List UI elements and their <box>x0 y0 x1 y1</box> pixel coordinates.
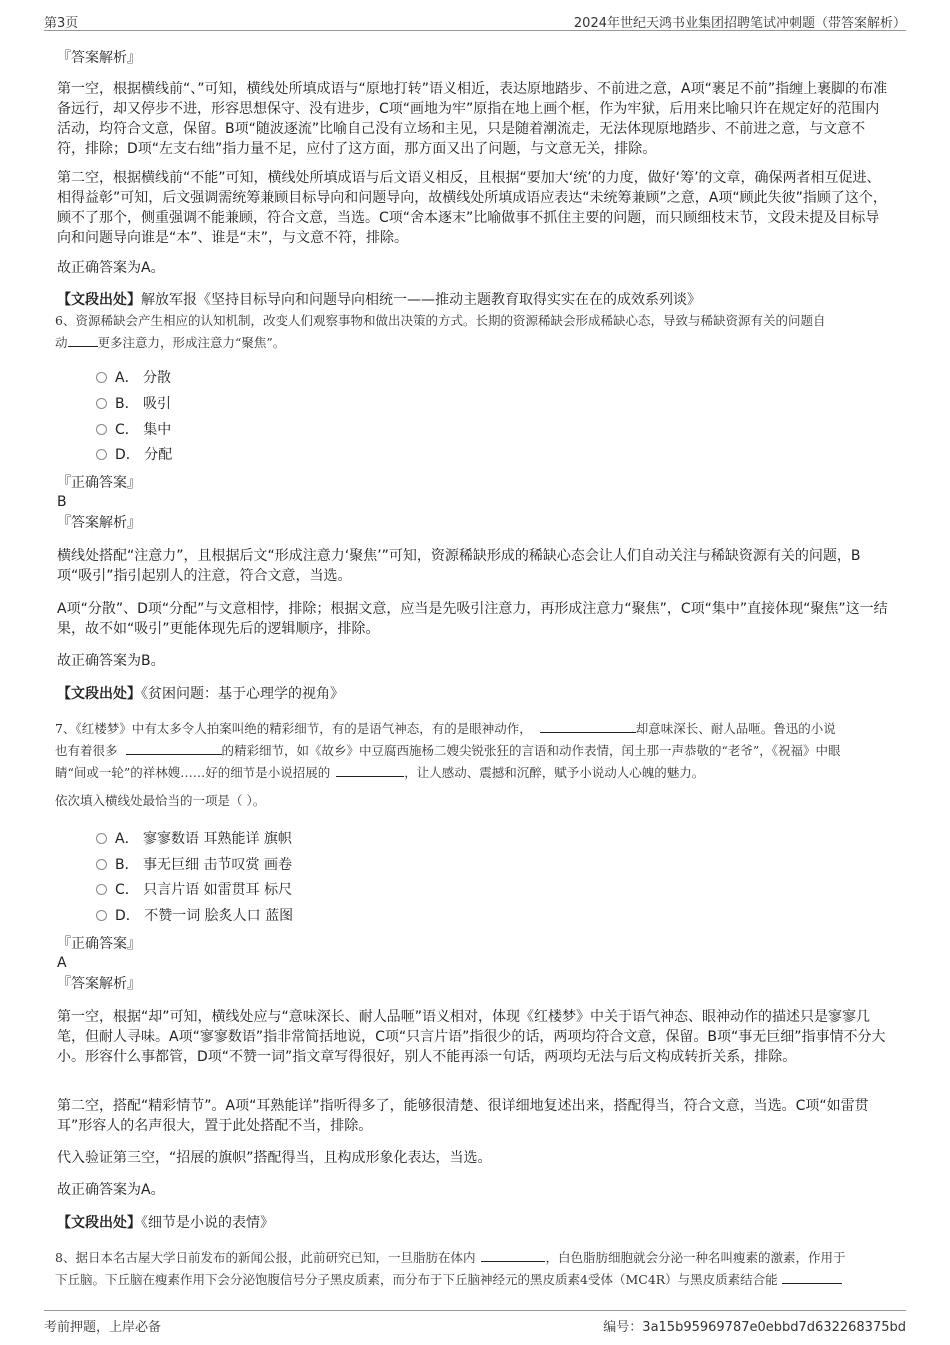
q6-source-text: 《贫困问题：基于心理学的视角》 <box>141 686 344 702</box>
q6-option-b[interactable] <box>96 394 171 414</box>
q8-stem-a: 8、据日本名古屋大学日前发布的新闻公报，此前研究已知，一旦脂肪在体内 <box>55 1250 476 1265</box>
q7-prompt: 依次填入横线处最恰当的一项是（ ）。 <box>55 793 266 808</box>
q7-answer: 故正确答案为A。 <box>57 1182 165 1198</box>
page-number: 第3页 <box>44 16 79 31</box>
q7-stem-b: 却意味深长、耐人品咂。鲁迅的小说 <box>635 721 836 736</box>
q7-analysis-para2: 第二空，搭配“精彩情节”。A项“耳熟能详”指听得多了，能够很清楚、很详细地复述出来，搭配得当，符合文意，当选。C项“如雷贯耳”形容人的名声很大，置于此处搭配不当，排除。 <box>57 1098 869 1134</box>
q7-analysis-para1: 第一空，根据“却”可知，横线处应与“意味深长、耐人品咂”语义相对，体现《红楼梦》中关于语气神态、眼神动作的描述只是寥寥几笔，但耐人寻味。A项“寥寥数语”指非常简括地说，C项“只言片语”指很少的话，两项均符合文意，保留。B项“事无巨细”指事情不分大小。形容什么事都管，D项“不赞一词”指文章写得很好，别人不能再添一句话，两项均无法与后文构成转折关系，排除。 <box>57 1009 886 1065</box>
q7-option-b-label: B． 事无巨细 击节叹赏 画卷 <box>115 857 292 873</box>
q6-analysis-para2: A项“分散”、D项“分配”与文意相悖，排除；根据文意，应当是先吸引注意力，再形成注意力“聚焦”，C项“集中”直接体现“聚焦”这一结果，故不如“吸引”更能体现先后的逻辑顺序，排除。 <box>57 601 888 637</box>
q6-option-d-label: D． 分配 <box>115 447 173 463</box>
q7-source <box>57 1213 893 1233</box>
q6-analysis-para1: 横线处搭配“注意力”，且根据后文“形成注意力‘聚焦’”可知，资源稀缺形成的稀缺心态会让人们自动关注与稀缺资源有关的问题，B项“吸引”指引起别人的注意，符合文意，当选。 <box>57 548 861 584</box>
q7-stem-f: ，让人感动、震撼和沉醉，赋予小说动人心魄的魅力。 <box>404 765 705 780</box>
q6-correct-label: 『正确答案』 <box>57 475 141 491</box>
q7-option-d[interactable] <box>96 906 293 926</box>
q7-source-label: 【文段出处】 <box>57 1215 141 1231</box>
footer-slogan: 考前押题，上岸必备 <box>44 1320 162 1335</box>
q8-blank-1 <box>481 1249 545 1262</box>
q8-stem <box>55 1247 900 1291</box>
q5-analysis-label: 『答案解析』 <box>57 50 141 66</box>
q6-option-a-label: A． 分散 <box>115 370 172 386</box>
q6-option-a[interactable] <box>96 368 171 388</box>
page-header <box>44 10 906 31</box>
radio-icon[interactable] <box>96 833 107 844</box>
q6-stem-c: 更多注意力，形成注意力“聚焦”。 <box>97 335 286 350</box>
q7-option-a[interactable] <box>96 829 292 849</box>
document-code-value: 3a15b95969787e0ebbd7d632268375bd <box>642 1320 906 1335</box>
q7-option-c-label: C． 只言片语 如雷贯耳 标尺 <box>115 882 293 898</box>
radio-icon[interactable] <box>96 449 107 460</box>
q7-stem <box>55 718 900 784</box>
q5-analysis-para2: 第二空，根据横线前“不能”可知，横线处所填成语与后文语义相反，且根据“要加大‘统’的力度，做好‘筹’的文章，确保两者相互促进、相得益彰”可知，后文强调需统筹兼顾目标导向和问题导向，故横线处所填成语应表达“未统筹兼顾”之意，A项“顾此失彼”指顾了这个，顾不了那个，侧重强调不能兼顾，符合文意，当选。C项“舍本逐末”比喻做事不抓住主要的问题，而只顾细枝末节，文段未提及目标导向和问题导向谁是“本”、谁是“末”，与文意不符，排除。 <box>57 170 887 246</box>
radio-icon[interactable] <box>96 424 107 435</box>
q7-source-text: 《细节是小说的表情》 <box>141 1215 274 1231</box>
q7-stem-e: 睛“间或一轮”的祥林嫂……好的细节是小说招展的 <box>55 765 331 780</box>
q7-analysis-label: 『答案解析』 <box>57 976 141 992</box>
q7-correct-answer: A <box>57 955 67 971</box>
q7-option-d-label: D． 不赞一词 脍炙人口 蓝图 <box>115 908 294 924</box>
q7-correct-label: 『正确答案』 <box>57 936 141 952</box>
q7-blank-1 <box>540 720 636 733</box>
q7-stem-a: 7、《红楼梦》中有太多令人拍案叫绝的精彩细节，有的是语气神态，有的是眼神动作， <box>55 721 532 736</box>
q8-stem-c: 下丘脑。下丘脑在瘦素作用下会分泌饱腹信号分子黑皮质素，而分布于下丘脑神经元的黑皮质素4受体（MC4R）与黑皮质素结合能 <box>55 1272 778 1287</box>
q6-correct-answer: B <box>57 494 67 510</box>
q6-option-c[interactable] <box>96 420 171 440</box>
q5-analysis-para1: 第一空，根据横线前“、”可知，横线处所填成语与“原地打转”语义相近，表达原地踏步、不前进之意，A项“裹足不前”指缠上裹脚的布准备远行，却又停步不进，形容思想保守、没有进步，C项“画地为牢”原指在地上画个框，作为牢狱，后用来比喻只许在规定好的范围内活动，均符合文意，保留。B项“随波逐流”比喻自己没有立场和主见，只是随着潮流走，无法体现原地踏步、不前进之意，与文意不符，排除；D项“左支右绌”指力量不足，应付了这方面，那方面又出了问题，与文意无关，排除。 <box>57 81 888 157</box>
q7-option-c[interactable] <box>96 880 292 900</box>
q6-stem-b: 动 <box>55 335 68 350</box>
q6-analysis-label: 『答案解析』 <box>57 515 141 531</box>
radio-icon[interactable] <box>96 859 107 870</box>
q6-option-c-label: C． 集中 <box>115 422 172 438</box>
q6-option-d[interactable] <box>96 445 172 465</box>
q6-option-b-label: B． 吸引 <box>115 396 172 412</box>
document-title: 2024年世纪天鸿书业集团招聘笔试冲刺题（带答案解析） <box>573 16 906 31</box>
q6-answer: 故正确答案为B。 <box>57 653 165 669</box>
q6-stem <box>55 310 900 354</box>
q7-blank-2 <box>126 742 222 755</box>
q7-stem-d: 的精彩细节，如《故乡》中豆腐西施杨二嫂尖锐张狂的言语和动作表情，闰土那一声恭敬的“老爷”，《祝福》中眼 <box>221 743 841 758</box>
q5-source-text: 解放军报《坚持目标导向和问题导向相统一——推动主题教育取得实实在在的成效系列谈》 <box>141 292 701 308</box>
document-code <box>603 1316 906 1335</box>
q7-stem-c: 也有着很多 <box>55 743 118 758</box>
radio-icon[interactable] <box>96 910 107 921</box>
q5-source-label: 【文段出处】 <box>57 292 141 308</box>
radio-icon[interactable] <box>96 372 107 383</box>
radio-icon[interactable] <box>96 884 107 895</box>
document-code-label: 编号： <box>603 1320 643 1335</box>
q6-blank <box>68 334 98 347</box>
q7-blank-3 <box>336 764 404 777</box>
page-footer <box>44 1310 906 1335</box>
q8-blank-2 <box>782 1271 842 1284</box>
q7-option-b[interactable] <box>96 855 292 875</box>
q7-analysis-para3: 代入验证第三空，“招展的旗帜”搭配得当，且构成形象化表达，当选。 <box>57 1150 492 1166</box>
q8-stem-b: ，白色脂肪细胞就会分泌一种名叫瘦素的激素，作用于 <box>545 1250 846 1265</box>
radio-icon[interactable] <box>96 398 107 409</box>
q7-option-a-label: A． 寥寥数语 耳熟能详 旗帜 <box>115 831 292 847</box>
q5-answer: 故正确答案为A。 <box>57 260 165 276</box>
q6-stem-a: 6、资源稀缺会产生相应的认知机制，改变人们观察事物和做出决策的方式。长期的资源稀缺会形成稀缺心态，导致与稀缺资源有关的问题自 <box>55 313 826 328</box>
q6-source <box>57 684 893 704</box>
q5-source <box>57 290 893 310</box>
q6-source-label: 【文段出处】 <box>57 686 141 702</box>
